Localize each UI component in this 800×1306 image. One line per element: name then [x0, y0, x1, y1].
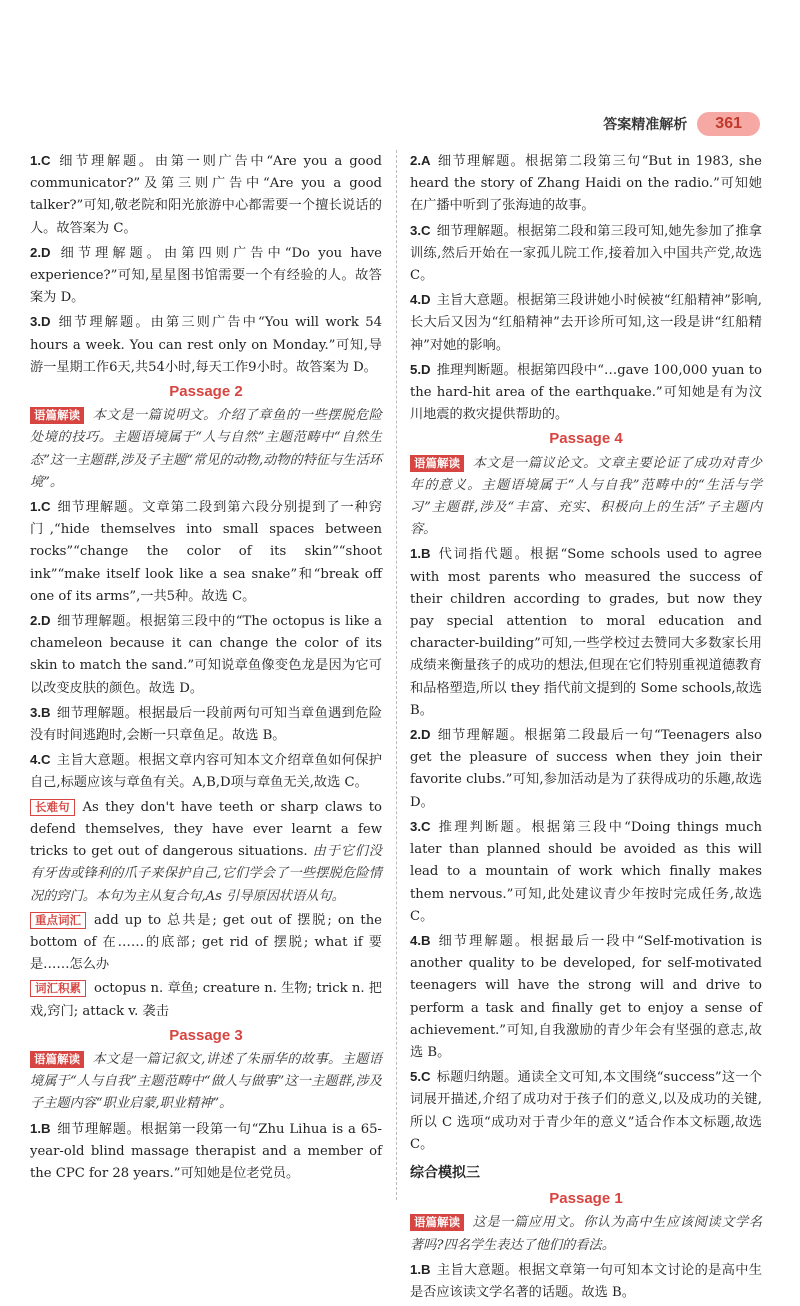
answer-item: 5.C 标题归纳题。通读全文可知,本文围绕“success”这一个词展开描述,介绍了成功对于孩子们的意义,以及成功的关键,所以 C 选项“成功对于青少年的意义”适合作本文标题,故选 C。: [410, 1069, 762, 1152]
key-vocab-tag: 重点词汇: [30, 912, 86, 929]
left-column: [30, 150, 382, 1187]
vocab-accumulation-note: 词汇积累 octopus n. 章鱼; creature n. 生物; trick n. 把戏,窍门; attack v. 袭击: [30, 981, 382, 1019]
answer-item: 1.B 细节理解题。根据第一段第一句“Zhu Lihua is a 65-year-old blind massage therapist and a member of the CPC for 28 years.”可知她是位老党员。: [30, 1120, 382, 1181]
answer-item: 4.C 主旨大意题。根据文章内容可知本文介绍章鱼如何保护自己,标题应该与章鱼有关。A,B,D项与章鱼无关,故选 C。: [30, 752, 382, 791]
column-divider: [396, 150, 397, 1200]
passage-title: Passage 1: [549, 1190, 623, 1208]
passage-analysis: 语篇解读 这是一篇应用文。你认为高中生应该阅读文学名著吗?四名学生表达了他们的看法。: [410, 1215, 762, 1253]
long-sentence-tag: 长难句: [30, 799, 75, 816]
answer-item: 4.D 主旨大意题。根据第三段讲她小时候被“红船精神”影响,长大后又因为“红船精神”去开诊所可知,这一段是讲“红船精神”对她的影响。: [410, 292, 762, 353]
passage-analysis: 语篇解读 本文是一篇说明文。介绍了章鱼的一些摆脱危险处境的技巧。主题语境属于“人与自然”主题范畴中“自然生态”这一主题群,涉及子主题“常见的动物,动物的特征与生活环境”。: [30, 408, 382, 490]
long-sentence-note: 长难句 As they don't have teeth or sharp claws to defend themselves, they have ever learnt a few tricks to get out of dangerous situations. 由于它们没有牙齿或锋利的爪子来保护自己,它们学会了一些摆脱危险情况的窍门。本句为主从复合句,As 引导原因状语从句。: [30, 799, 382, 904]
vocab-accumulation-tag: 词汇积累: [30, 980, 86, 997]
analysis-tag: 语篇解读: [30, 407, 84, 424]
header-title: 答案精准解析: [603, 117, 688, 133]
answer-item: 3.C 细节理解题。根据第二段和第三段可知,她先参加了推拿训练,然后开始在一家孤儿院工作,接着加入中国共产党,故选 C。: [410, 222, 762, 284]
answer-item: 2.D 细节理解题。根据第三段中的“The octopus is like a chameleon because it can change the color of its skin to match the sand.”可知说章鱼像变色龙是因为它可以改变皮肤的颜色。故选 D。: [30, 613, 382, 696]
right-column: [410, 150, 762, 1306]
answer-item: 3.B 细节理解题。根据最后一段前两句可知当章鱼遇到危险没有时间逃跑时,会断一只章鱼足。故选 B。: [30, 704, 382, 744]
analysis-tag: 语篇解读: [410, 1214, 464, 1231]
passage-title: Passage 4: [549, 430, 623, 448]
section-heading: 综合模拟三: [410, 1164, 480, 1181]
answer-item: 5.D 推理判断题。根据第四段中“…gave 100,000 yuan to the hard-hit area of the earthquake.”可知她是有为汶川地震的救灾提供帮助的。: [410, 361, 762, 423]
passage-analysis: 语篇解读 本文是一篇记叙文,讲述了朱丽华的故事。主题语境属于“人与自我”主题范畴中“做人与做事”这一主题群,涉及子主题内容“职业启蒙,职业精神”。: [30, 1051, 382, 1112]
page-header: [603, 110, 760, 138]
answer-item: 3.D 细节理解题。由第三则广告中“You will work 54 hours a week. You can rest only on Monday.”可知,导游一星期工作6天,共54小时,每天工作9小时。故答案为 D。: [30, 314, 382, 375]
answer-item: 1.B 代词指代题。根据“Some schools used to agree with most parents who measured the success of their children according to grades, but now they pay special attention to moral education and character-building”可知,一些学校过去赞同大多数家长用成绩来衡量孩子的成功的想法,但现在它们特别重视道德教育和品格塑造,所以 they 指代前文提到的 Some schools,故选 B。: [410, 546, 762, 718]
answer-item: 4.B 细节理解题。根据最后一段中“Self-motivation is another quality to be developed, for self-motivated teenagers will have the strong will and drive to perform a task and finally get to enjoy a sense of achievement.”可知,自我激励的青少年会有坚强的意志,故选 B。: [410, 932, 762, 1060]
passage-title: Passage 3: [169, 1026, 243, 1044]
passage-title: Passage 2: [169, 383, 243, 401]
page-number-badge: 361: [697, 112, 760, 136]
answer-item: 1.C 细节理解题。文章第二段到第六段分别提到了一种窍门,“hide themselves into small spaces between rocks”“change the color of its skin”“shoot ink”“make itself look like a sea snake”和“break off one of its arms”,一共5种。故选 C。: [30, 499, 382, 604]
answer-item: 1.B 主旨大意题。根据文章第一句可知本文讨论的是高中生是否应该读文学名著的话题。故选 B。: [410, 1261, 762, 1300]
answer-item: 2.A 细节理解题。根据第二段第三句“But in 1983, she heard the story of Zhang Haidi on the radio.”可知她在广播中听到了张海迪的故事。: [410, 153, 762, 214]
answer-item: 2.D 细节理解题。根据第二段最后一句“Teenagers also get the pleasure of success when they join their favorite clubs.”可知,参加活动是为了获得成功的乐趣,故选 D。: [410, 727, 762, 810]
answer-item: 3.C 推理判断题。根据第三段中“Doing things much later than planned should be avoided as this will lead to a mountain of work which finally makes them nervous.”可知,此处建议青少年按时完成任务,故选 C。: [410, 818, 762, 924]
key-vocab-note: 重点词汇 add up to 总共是; get out of 摆脱; on the bottom of 在……的底部; get rid of 摆脱; what if 要是……怎么办: [30, 912, 382, 973]
passage-analysis: 语篇解读 本文是一篇议论文。文章主要论证了成功对青少年的意义。主题语境属于“人与自我”范畴中的“生活与学习”主题群,涉及“丰富、充实、积极向上的生活”子主题内容。: [410, 455, 762, 538]
analysis-tag: 语篇解读: [410, 455, 464, 472]
answer-item: 2.D 细节理解题。由第四则广告中“Do you have experience?”可知,星星图书馆需要一个有经验的人。故答案为 D。: [30, 244, 382, 306]
analysis-tag: 语篇解读: [30, 1051, 84, 1068]
answer-item: 1.C 细节理解题。由第一则广告中“Are you a good communicator?”及第三则广告中“Are you a good talker?”可知,敬老院和阳光旅游中心都需要一个擅长说话的人。故答案为 C。: [30, 153, 382, 236]
